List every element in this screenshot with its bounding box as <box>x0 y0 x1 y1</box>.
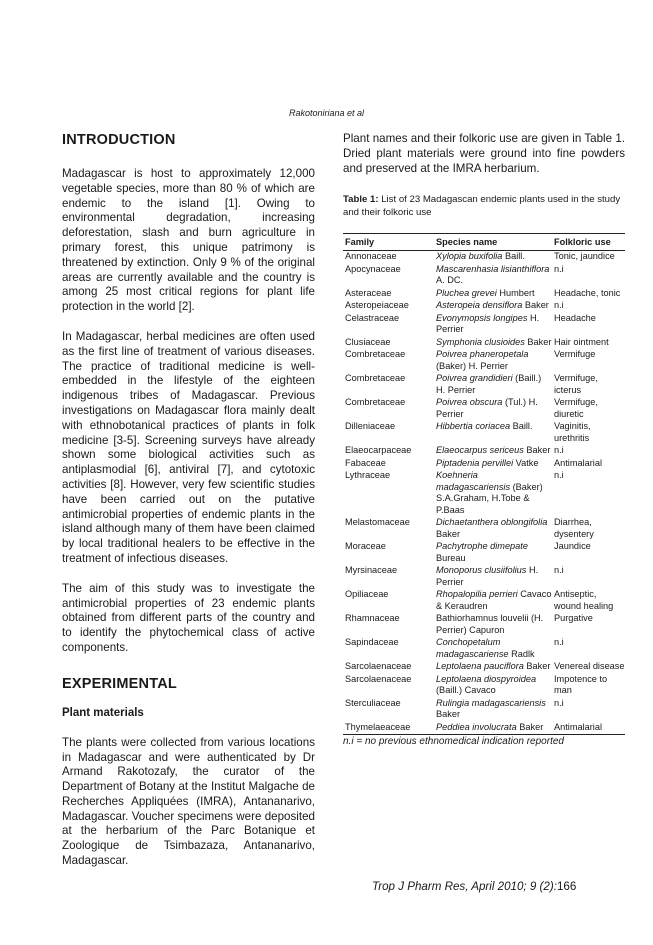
intro-paragraph-2: In Madagascar, herbal medicines are often used as the first line of treatment of various diseases. The practice of traditional medicine is well-embedded in the lifestyle of the eighteen indigenous tribes of Madagascar. Previous investigations on Madagascar flora mainly dealt with ethnobotanical practices of plants in folk medicine [3-5]. Screening surveys have already shown some biological activities such as antiplasmodial [6], antiviral [7], and cytotoxic activities [8]. However, very few scientific studies have been carried out on the putative antimicrobial properties of endemic plants in the island although many of them have been claimed by local traditional healers to be effective in the treatment of infectious diseases. <box>62 329 315 565</box>
table-row <box>343 722 625 735</box>
species-name: Koehneria madagascariensis <box>436 470 511 492</box>
species-cell <box>434 613 552 637</box>
species-cell <box>434 421 552 445</box>
table-row <box>343 313 625 337</box>
species-name: Hibbertia coriacea <box>436 421 511 432</box>
table-row <box>343 300 625 313</box>
species-cell <box>434 397 552 421</box>
intro-paragraph-1: Madagascar is host to approximately 12,000 vegetable species, more than 80 % of which are endemic to the island [1]. Owing to environmental degradation, increasing deforestation, slash and burn agriculture in primary forest, this unique patrimony is threatened by extinction. Only 9 % of the original areas are currently available and the country is among 25 most critical regions for plant life protection in the world [2]. <box>62 167 315 314</box>
species-cell <box>434 300 552 313</box>
species-author: Bathiorhamnus louvelii (H. Perrier) Capuron <box>436 613 544 635</box>
family-cell: Combretaceae <box>345 349 406 360</box>
species-author: H. Perrier <box>436 565 539 587</box>
species-cell <box>434 337 552 350</box>
species-name: Symphonia clusioides <box>436 336 525 347</box>
page-footer <box>372 880 576 893</box>
species-name: Poivrea obscura <box>436 397 503 408</box>
table-caption-text: List of 23 Madagascan endemic plants used in the study and their folkoric use <box>343 194 621 218</box>
running-head: Rakotoniriana et al <box>288 108 365 118</box>
table-row <box>343 565 625 589</box>
species-cell <box>434 589 552 613</box>
family-cell: Elaeocarpaceae <box>345 445 412 456</box>
species-name: Pluchea grevei <box>436 287 497 298</box>
table-row <box>343 349 625 373</box>
species-author: Baker <box>523 445 551 456</box>
folkloric-use-cell: Antimalarial <box>552 722 625 735</box>
table-label: Table 1: <box>343 194 379 206</box>
species-author: Baill. <box>502 251 525 262</box>
folkloric-use-cell: Impotence to man <box>554 673 608 696</box>
table-intro-paragraph: Plant names and their folkoric use are given in Table 1. Dried plant materials were ground into fine powders and preserved at the IMRA herbarium. <box>343 132 625 175</box>
left-column <box>62 132 315 869</box>
folkloric-use-cell: Vaginitis, urethritis <box>554 421 591 443</box>
family-cell: Combretaceae <box>345 397 406 408</box>
species-cell <box>434 637 552 661</box>
folkloric-use-cell: Vermifuge, icterus <box>554 373 598 395</box>
species-name: Piptadenia pervillei <box>436 457 514 468</box>
species-cell <box>434 373 552 397</box>
species-name: Dichaetanthera oblongifolia <box>436 517 548 528</box>
folkloric-use-cell: Venereal disease <box>554 661 625 672</box>
species-author: Baker <box>522 300 549 311</box>
species-name: Asteropeia densiflora <box>436 300 523 311</box>
species-cell <box>434 541 552 565</box>
species-name: Monoporus clusiifolius <box>436 565 527 576</box>
table-row <box>343 445 625 458</box>
family-cell: Dilleniaceae <box>345 421 396 432</box>
folkloric-use-cell: Headache, tonic <box>554 287 621 298</box>
family-cell: Rhamnaceae <box>345 613 400 624</box>
family-cell: Annonaceae <box>345 251 397 262</box>
species-author: Baker <box>516 721 544 732</box>
header-species: Species name <box>434 234 552 251</box>
table-row <box>343 288 625 301</box>
table-row <box>343 698 625 722</box>
plants-table <box>343 233 625 735</box>
folkloric-use-cell: n.i <box>554 263 564 274</box>
species-author: (Baker) S.A.Graham, H.Tobe & P.Baas <box>436 481 543 515</box>
species-cell <box>434 313 552 337</box>
family-cell: Opiliaceae <box>345 589 389 600</box>
species-name: Leptolaena pauciflora <box>436 661 524 672</box>
family-cell: Sapindaceae <box>345 637 399 648</box>
species-name: Evonymopsis longipes <box>436 312 528 323</box>
species-author: Bureau <box>436 552 466 563</box>
intro-paragraph-3: The aim of this study was to investigate the antimicrobial properties of 23 endemic plants obtained from different parts of the country and to identify the phytochemical class of active components. <box>62 581 315 654</box>
species-cell <box>434 349 552 373</box>
species-name: Leptolaena diospyroidea <box>436 673 537 684</box>
species-name: Mascarenhasia lisianthiflora <box>436 263 550 274</box>
family-cell: Myrsinaceae <box>345 565 398 576</box>
family-cell: Moraceae <box>345 541 386 552</box>
folkloric-use-cell: Antiseptic, wound healing <box>554 589 614 611</box>
table-footnote: n.i = no previous ethnomedical indication reported <box>343 736 564 748</box>
species-name: Conchopetalum madagascariense <box>436 637 509 659</box>
table-row <box>343 373 625 397</box>
folkloric-use-cell: n.i <box>554 445 564 456</box>
species-cell <box>434 445 552 458</box>
journal-citation: Trop J Pharm Res, April 2010; 9 (2): <box>372 880 557 893</box>
table-row <box>343 661 625 674</box>
species-author: (Baill.) H. Perrier <box>436 373 542 395</box>
table-row <box>343 674 625 698</box>
table-header-row <box>343 234 625 251</box>
family-cell: Celastraceae <box>345 312 400 323</box>
header-family: Family <box>343 234 434 251</box>
species-author: Vatke <box>513 457 539 468</box>
species-author: Baker <box>524 336 552 347</box>
table-row <box>343 613 625 637</box>
species-author: Cavaco & Keraudren <box>436 589 552 611</box>
folkloric-use-cell: Tonic, jaundice <box>554 251 615 262</box>
table-caption <box>343 194 625 219</box>
folkloric-use-cell: n.i <box>554 565 564 576</box>
species-author: Baker <box>436 709 461 720</box>
table-body <box>343 251 625 735</box>
species-name: Pachytrophe dimepate <box>436 541 528 552</box>
table-row <box>343 397 625 421</box>
species-author: Baill. <box>510 421 533 432</box>
family-cell: Sterculiaceae <box>345 697 401 708</box>
species-author: (Baill.) Cavaco <box>436 685 496 696</box>
header-use: Folkloric use <box>552 234 625 251</box>
plant-materials-subheading: Plant materials <box>62 706 144 719</box>
plant-materials-paragraph: The plants were collected from various locations in Madagascar and were authenticated by Dr Armand Rakotozafy, the curator of the Department of Botany at the Institut Malgache de Recherches Appliquées (IMRA), Antananarivo, Madagascar. Voucher specimens were deposited at the herbarium of the Parc Botanique et Zoologique de Tsimbazaza, Antananarivo, Madagascar. <box>62 735 315 868</box>
family-cell: Combretaceae <box>345 373 406 384</box>
species-cell <box>434 470 552 517</box>
species-author: Humbert <box>496 287 535 298</box>
table-row <box>343 541 625 565</box>
species-cell <box>434 674 552 698</box>
folkloric-use-cell: n.i <box>554 697 564 708</box>
table-row <box>343 458 625 471</box>
folkloric-use-cell: Diarrhea, dysentery <box>554 517 594 539</box>
table-row <box>343 264 625 288</box>
page-number: 166 <box>556 880 577 893</box>
folkloric-use-cell: Vermifuge <box>554 349 596 360</box>
folkloric-use-cell: Headache <box>554 312 596 323</box>
species-name: Poivrea grandidieri <box>436 373 513 384</box>
species-author: Radlk <box>508 648 535 659</box>
family-cell: Asteraceae <box>345 287 392 298</box>
right-column <box>343 132 625 747</box>
experimental-heading: EXPERIMENTAL <box>62 675 177 692</box>
folkloric-use-cell: Purgative <box>554 613 593 624</box>
folkloric-use-cell: Antimalarial <box>554 457 602 468</box>
family-cell: Sarcolaenaceae <box>345 661 412 672</box>
species-name: Rulingia madagascariensis <box>436 697 546 708</box>
species-cell <box>434 458 552 471</box>
introduction-heading: INTRODUCTION <box>62 132 176 148</box>
family-cell: Melastomaceae <box>345 517 410 528</box>
folkloric-use-cell: n.i <box>554 470 564 481</box>
species-cell <box>434 288 552 301</box>
family-cell: Lythraceae <box>345 470 391 481</box>
species-name: Peddiea involucrata <box>436 721 517 732</box>
species-cell <box>434 264 552 288</box>
family-cell: Sarcolaenaceae <box>345 673 412 684</box>
species-cell <box>434 722 552 735</box>
species-cell <box>434 565 552 589</box>
species-cell <box>434 517 552 541</box>
species-name: Poivrea phaneropetala <box>436 349 529 360</box>
species-name: Elaeocarpus sericeus <box>436 445 524 456</box>
family-cell: Apocynaceae <box>345 263 401 274</box>
table-row <box>343 470 625 517</box>
species-author: H. Perrier <box>436 312 540 335</box>
folkloric-use-cell: Vermifuge, diuretic <box>554 397 598 419</box>
species-cell <box>434 661 552 674</box>
species-author: A. DC. <box>436 275 464 286</box>
species-author: (Tul.) H. Perrier <box>436 397 538 419</box>
species-author: Baker <box>523 661 551 672</box>
table-row <box>343 589 625 613</box>
folkloric-use-cell: Jaundice <box>554 541 591 552</box>
species-cell <box>434 698 552 722</box>
table-row <box>343 637 625 661</box>
table-row <box>343 421 625 445</box>
table-row <box>343 251 625 264</box>
table-row <box>343 337 625 350</box>
species-cell <box>434 251 552 264</box>
species-author: Baker <box>436 528 461 539</box>
species-name: Rhopalopilia perrieri <box>436 589 518 600</box>
species-author: (Baker) H. Perrier <box>436 360 508 371</box>
family-cell: Fabaceae <box>345 457 386 468</box>
folkloric-use-cell: n.i <box>554 637 564 648</box>
family-cell: Thymelaeaceae <box>343 722 434 735</box>
family-cell: Clusiaceae <box>345 336 391 347</box>
folkloric-use-cell: Hair ointment <box>554 336 609 347</box>
folkloric-use-cell: n.i <box>554 300 564 311</box>
species-name: Xylopia buxifolia <box>436 251 503 262</box>
table-row <box>343 517 625 541</box>
family-cell: Asteropeiaceae <box>345 300 409 311</box>
